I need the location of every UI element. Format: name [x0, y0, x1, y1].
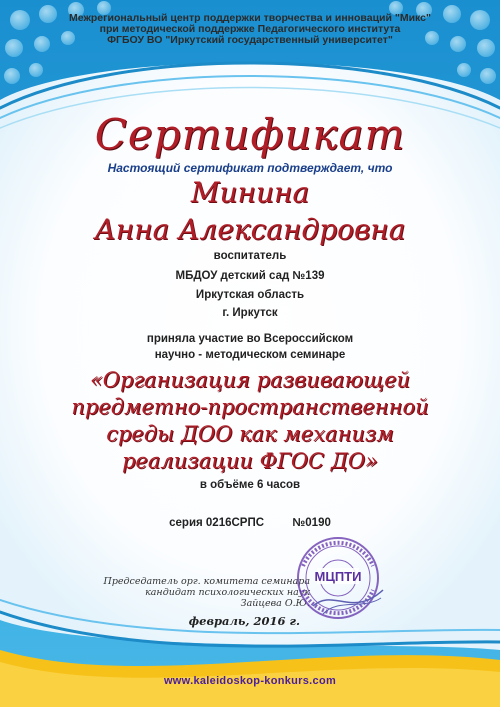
course-volume: в объёме 6 часов — [199, 479, 301, 491]
issue-date: февраль, 2016 г. — [188, 614, 300, 628]
signature-line-2: кандидат психологических наук — [145, 587, 310, 598]
serial-series: серия 0216СРПС — [169, 517, 265, 529]
certificate-subtitle: Настоящий сертификат подтверждает, что — [107, 161, 393, 175]
issuer-line-2: при методической поддержке Педагогического института — [99, 23, 401, 35]
website-link[interactable]: www.kaleidoskop-konkurs.com — [163, 675, 337, 687]
signature-line-3: Зайцева О.Ю. — [240, 598, 310, 609]
event-title — [0, 367, 500, 475]
recipient-region: Иркутская область — [195, 289, 305, 301]
issuer-line-3: ФГБОУ ВО "Иркутский государственный университет" — [107, 34, 393, 46]
issuer-line-1: Межрегиональный центр поддержки творчества и инноваций "Микс" — [69, 12, 431, 24]
official-stamp — [283, 528, 393, 628]
stamp-label: МЦПТИ — [314, 569, 362, 584]
participation-line-1: приняла участие во Всероссийском — [146, 333, 354, 345]
event-title-line-2: предметно-пространственной — [71, 395, 429, 419]
certificate-title: Сертификат — [94, 110, 406, 159]
serial-no: №0190 — [292, 517, 331, 529]
event-title-line-1: «Организация развивающей — [89, 368, 411, 392]
serial-number — [0, 517, 500, 529]
recipient-surname: Минина — [190, 176, 310, 209]
signature-line-1: Председатель орг. комитета семинара — [103, 576, 310, 587]
recipient-position: воспитатель — [213, 250, 287, 262]
event-title-line-4: реализации ФГОС ДО» — [121, 449, 379, 473]
recipient-organization: МБДОУ детский сад №139 — [175, 270, 325, 282]
recipient-given-names: Анна Александровна — [94, 213, 406, 246]
participation-line-2: научно - методическом семинаре — [154, 349, 346, 361]
issuer-header — [0, 13, 500, 46]
signature-block — [60, 576, 310, 609]
recipient-city: г. Иркутск — [222, 307, 278, 319]
event-title-line-3: среды ДОО как механизм — [106, 422, 394, 446]
